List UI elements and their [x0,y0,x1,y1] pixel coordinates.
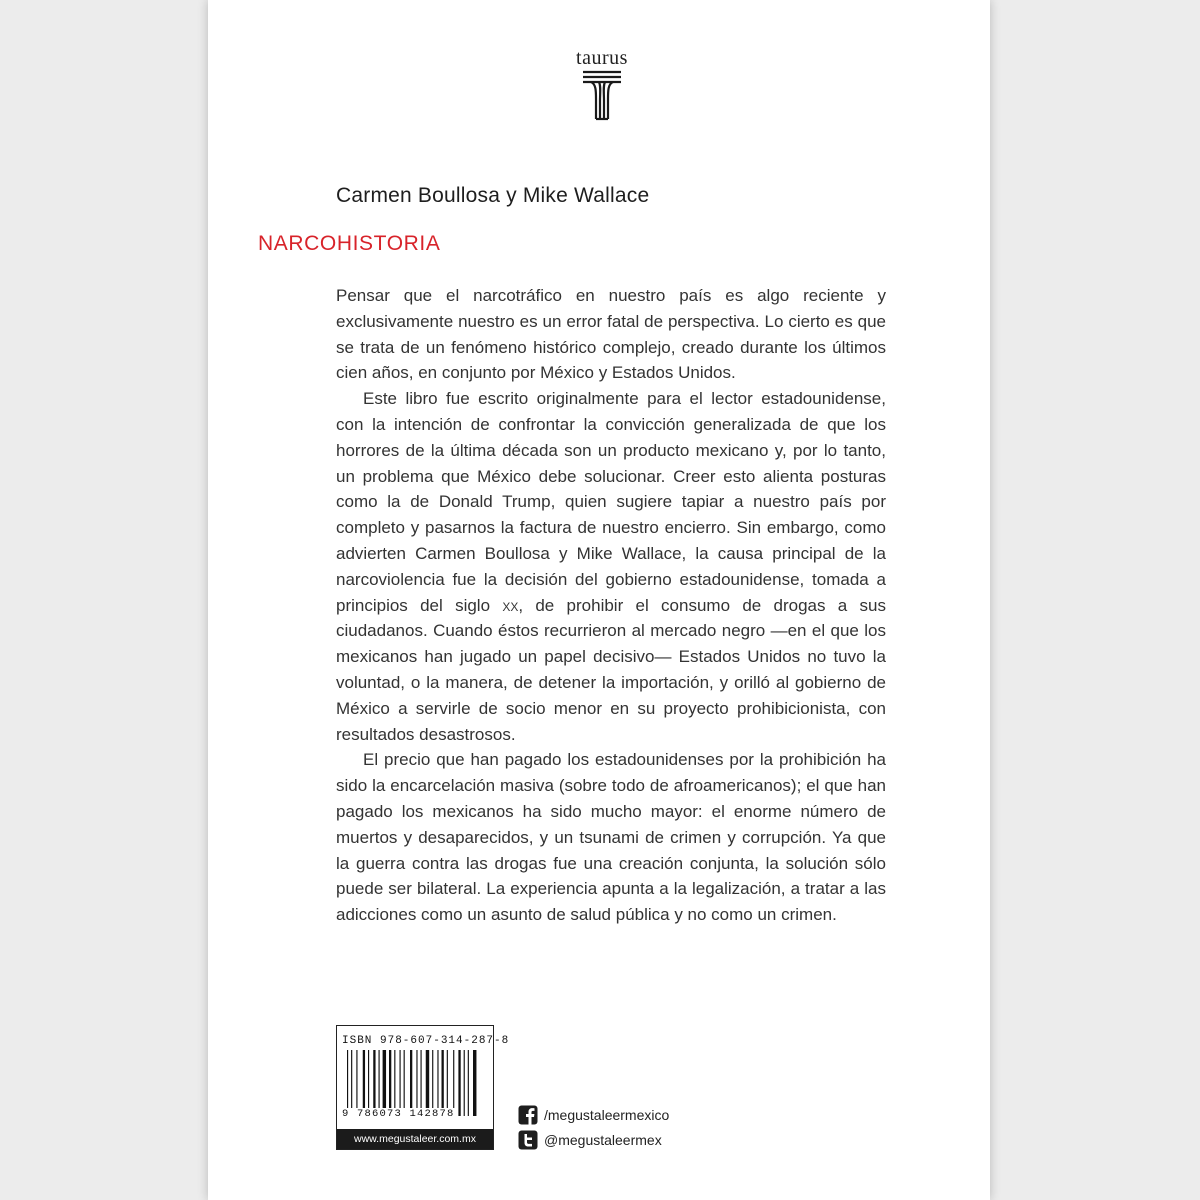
twitter-link[interactable] [518,1129,662,1151]
publisher-website: www.megustaleer.com.mx [337,1129,493,1149]
taurus-t-icon [580,69,624,121]
publisher-logo [566,48,638,121]
century-roman-numeral: xx [502,595,519,615]
blurb-paragraph-2-part-b: , de prohibir el consumo de drogas a sus ciudadanos. Cuando éstos recurrieron al mercado negro —en el que los mexicanos han jugado un papel decisivo— Estados Unidos no tuvo la voluntad, o la manera, de detener la importación, y orilló al gobierno de México a servirle de socio menor en su proyecto prohibicionista, con resultados desastrosos. [336,595,886,744]
publisher-wordmark: taurus [576,47,628,69]
isbn-barcode-block [336,1025,510,1150]
book-authors: Carmen Boullosa y Mike Wallace [336,184,650,207]
barcode-icon [345,1050,485,1116]
blurb-paragraph-2 [336,386,886,747]
blurb-paragraph-3: El precio que han pagado los estadounidenses por la prohibición ha sido la encarcelación masiva (sobre todo de afroamericanos); el que han pagado los mexicanos ha sido mucho mayor: el enorme número de muertos y desaparecidos, y un tsunami de crimen y corrupción. Ya que la guerra contra las drogas fue una creación conjunta, la solución sólo puede ser bilateral. La experiencia apunta a la legalización, a tratar a las adicciones como un asunto de salud pública y no como un crimen. [336,750,886,925]
back-cover-blurb [336,283,886,928]
book-back-cover [208,0,990,1200]
book-title: NARCOHISTORIA [258,232,441,255]
blurb-paragraph-1: Pensar que el narcotráfico en nuestro país es algo reciente y exclusivamente nuestro es un error fatal de perspectiva. Lo cierto es que se trata de un fenómeno histórico complejo, creado durante los últimos cien años, en conjunto por México y Estados Unidos. [336,286,886,383]
isbn-label: ISBN 978-607-314-287-8 [342,1035,510,1047]
facebook-link[interactable] [518,1104,669,1126]
blurb-paragraph-2-part-a: Este libro fue escrito originalmente para el lector estadounidense, con la intención de confrontar la convicción generalizada de que los horrores de la última década son un producto mexicano y, por lo tanto, un problema que México debe solucionar. Creer esto alienta posturas como la de Donald Trump, quien sugiere tapiar a nuestro país por completo y pasarnos la factura de nuestro encierro. Sin embargo, como advierten Carmen Boullosa y Mike Wallace, la causa principal de la narcoviolencia fue la decisión del gobierno estadounidense, tomada a principios del siglo [336,389,886,615]
twitter-icon [518,1130,538,1150]
twitter-handle: @megustaleermex [544,1132,662,1148]
facebook-icon [518,1105,538,1125]
barcode-number: 9 786073 142878 [342,1108,455,1120]
facebook-handle: /megustaleermexico [544,1107,670,1123]
